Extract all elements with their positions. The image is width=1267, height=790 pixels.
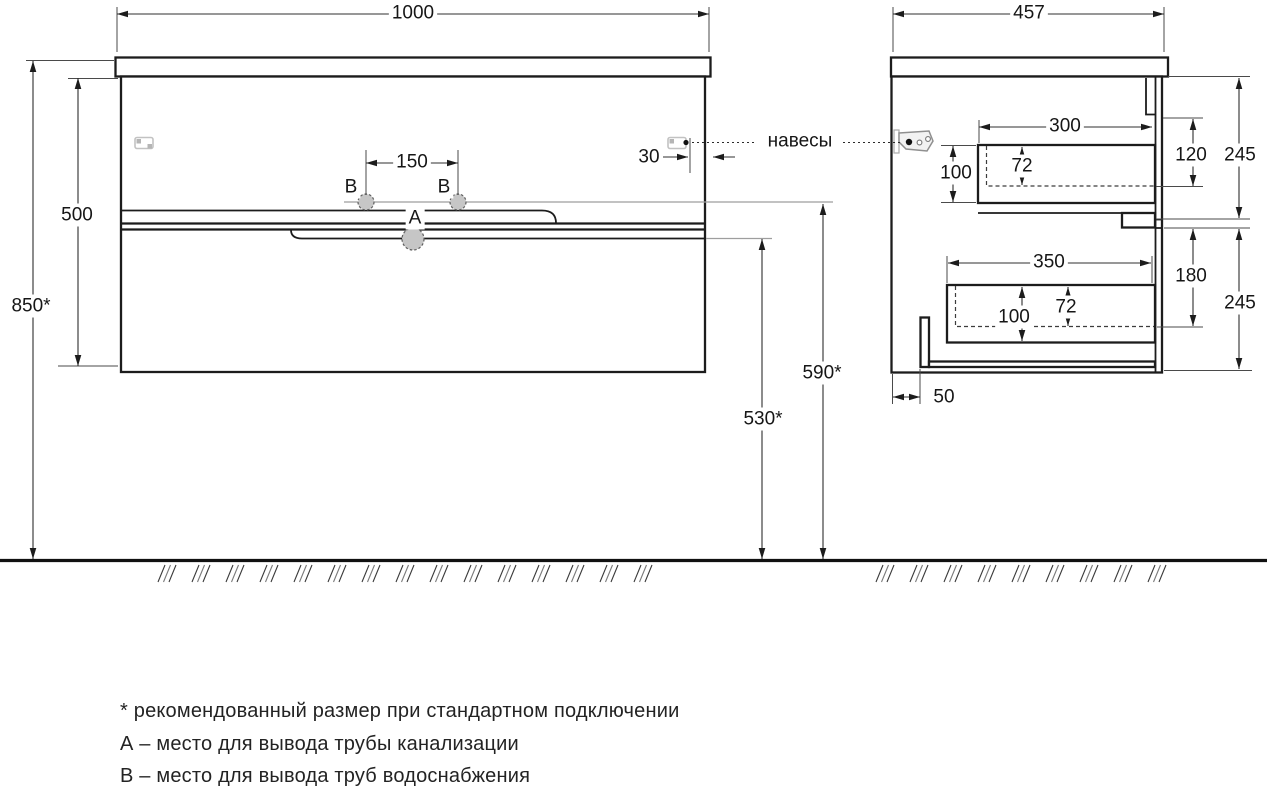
side-back-support-leg (921, 318, 930, 368)
label-water-outlet-left: В (344, 176, 358, 198)
front-left-bracket-icon (135, 138, 153, 149)
side-bottom-board (929, 362, 1155, 368)
dim-side-depth: 457 (1013, 2, 1045, 24)
front-right-bracket-icon (668, 138, 689, 149)
floor-hatching (158, 565, 1166, 582)
floor (0, 561, 1267, 583)
dim-front-590: 590* (802, 362, 842, 384)
water-outlet-marker-left (358, 194, 374, 210)
label-water-outlet-right: В (437, 176, 451, 198)
side-countertop (891, 58, 1168, 77)
dim-front-850: 850* (11, 295, 51, 317)
label-hangers: навесы (767, 130, 833, 152)
dim-side-top-120: 120 (1175, 144, 1207, 166)
front-countertop (116, 58, 711, 77)
dim-side-top-72: 72 (1011, 155, 1033, 177)
dim-side-bottom-245: 245 (1224, 292, 1256, 314)
dim-side-bottom-180: 180 (1175, 265, 1207, 287)
dim-front-30: 30 (638, 146, 660, 168)
dim-side-top-300: 300 (1049, 115, 1081, 137)
footnote-recommended-size: * рекомендованный размер при стандартном подключении (120, 700, 680, 722)
footnote-water-note: В – место для вывода труб водоснабжения (120, 765, 531, 787)
drain-outlet-marker (402, 228, 424, 250)
dim-front-500: 500 (61, 204, 93, 226)
dim-side-top-245: 245 (1224, 144, 1256, 166)
side-upper-drawer-box (978, 145, 1155, 203)
label-drain-outlet: А (408, 207, 422, 229)
side-lower-drawer-box (947, 285, 1155, 343)
footnote-drain-note: А – место для вывода трубы канализации (120, 733, 519, 755)
dim-side-bottom-72: 72 (1055, 296, 1077, 318)
side-slide-block (1122, 213, 1155, 228)
front-view (116, 58, 834, 373)
dim-side-bottom-100: 100 (998, 306, 1030, 328)
dim-side-50: 50 (933, 386, 955, 408)
dim-side-top-100: 100 (940, 162, 972, 184)
dim-front-150: 150 (396, 151, 428, 173)
dim-side-bottom-350: 350 (1033, 251, 1065, 273)
dim-front-width: 1000 (391, 2, 435, 24)
dim-front-530: 530* (743, 408, 783, 430)
